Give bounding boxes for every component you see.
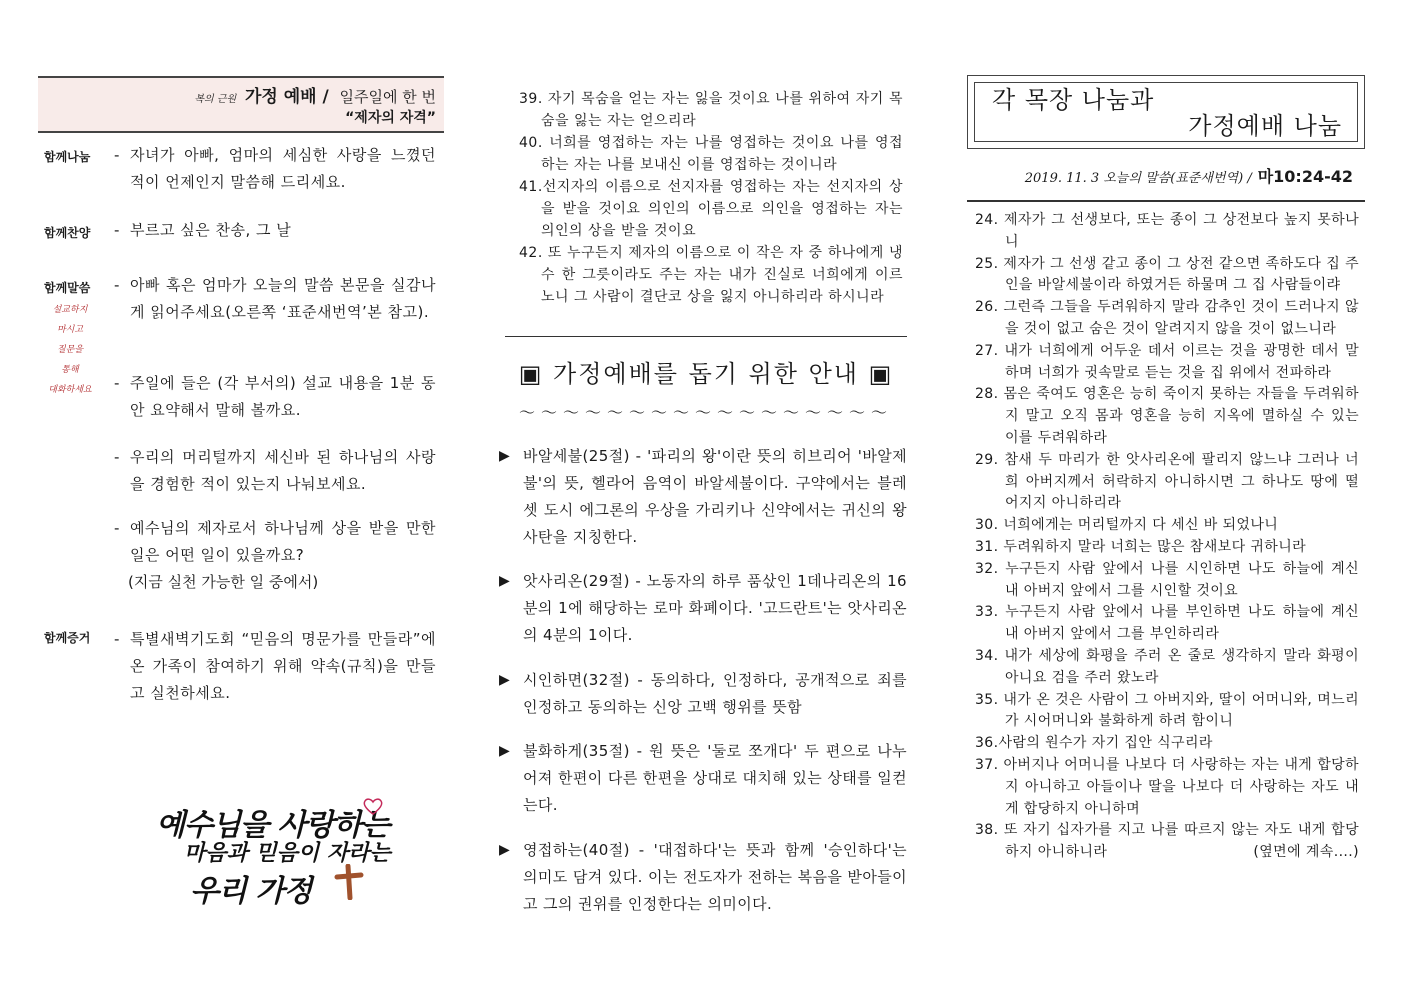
continued-note: (옆면에 계속....) (1253, 844, 1359, 861)
verse-list-continued (505, 88, 903, 308)
item-text: 아빠 혹은 엄마가 오늘의 말씀 본문을 실감나게 읽어주세요(오른쪽 ‘표준새번역’본 참고). (130, 276, 436, 321)
guide-title: ▣ 가정예배를 돕기 위한 안내 ▣ (518, 360, 894, 388)
dash-marker: - (114, 146, 120, 164)
verse-item (975, 820, 1359, 864)
guide-item-text: 시인하면(32절) - 동의하다, 인정하다, 공개적으로 죄를 인정하고 동의하는 신앙 고백 행위를 뜻함 (523, 671, 907, 716)
verse-item: 32. 누구든지 사람 앞에서 나를 시인하면 나도 하늘에 계신 내 아버지 앞에서 그를 시인할 것이요 (975, 560, 1359, 599)
calligraphy-logo (150, 800, 400, 910)
date-reference (1025, 164, 1353, 187)
divider (505, 336, 907, 337)
list-item (114, 515, 436, 569)
verse-list (975, 210, 1359, 864)
triangle-bullet-icon: ▶ (499, 743, 511, 759)
sublabel-line: 설교하지 (52, 305, 88, 315)
verse-item: 33. 누구든지 사람 앞에서 나를 부인하면 나도 하늘에 계신 내 아버지 앞에서 그를 부인하리라 (975, 604, 1359, 643)
family-worship-header (38, 76, 444, 133)
list-item (114, 142, 436, 196)
verse-item: 42. 또 누구든지 제자의 이름으로 이 작은 자 중 하나에게 냉수 한 그릇이라도 주는 자는 내가 진실로 너희에게 이르노니 그 사람이 결단코 상을 잃지 아니하리라 하시니라 (519, 245, 903, 305)
divider (967, 200, 1365, 202)
dash-marker: - (114, 448, 120, 466)
note-text: (지금 실천 가능한 일 중에서) (128, 573, 319, 591)
guide-item-text: 영접하는(40절) - '대접하다'는 뜻과 함께 '승인하다'는 의미도 담겨 있다. 이는 전도자가 전하는 복음을 받아들이고 그의 권위를 인정한다는 의미이다. (523, 841, 907, 913)
title-line-1: 각 목장 나눔과 (992, 86, 1155, 114)
guide-item-text: 앗사리온(29절) - 노동자의 하루 품삯인 1데나리온의 16분의 1에 해당하는 로마 화폐이다. '고드란트'는 앗사리온의 4분의 1이다. (523, 572, 907, 644)
header-big: 가정 예배 / (245, 87, 329, 107)
verse-item: 40. 너희를 영접하는 자는 나를 영접하는 것이요 나를 영접하는 자는 나를 보내신 이를 영접하는 것이니라 (519, 135, 903, 173)
item-text: 자녀가 아빠, 엄마의 세심한 사랑을 느꼈던 적이 언제인지 말씀해 드리세요. (130, 146, 436, 191)
verse-item: 41.선지자의 이름으로 선지자를 영접하는 자는 선지자의 상을 받을 것이요 의인의 이름으로 의인을 영접하는 자는 의인의 상을 받을 것이요 (519, 179, 903, 239)
section-label-sharing: 함께나눔 (44, 150, 91, 164)
section-label-word: 함께말씀 (44, 281, 91, 295)
dash-marker: - (114, 221, 120, 239)
list-item (114, 272, 436, 326)
cross-icon (334, 864, 364, 900)
item-text: 우리의 머리털까지 세신바 된 하나님의 사랑을 경험한 적이 있는지 나눠보세요. (130, 448, 436, 493)
guide-item-text: 불화하게(35절) - 원 뜻은 '둘로 쪼개다' 두 편으로 나누어져 한편이 다른 한편을 상대로 대치해 있는 상태를 일컫는다. (523, 742, 907, 814)
section-label-witness: 함께증거 (44, 631, 91, 645)
list-item (114, 370, 436, 424)
verse-item: 29. 참새 두 마리가 한 앗사리온에 팔리지 않느냐 그러나 너희 아버지께서 허락하지 아니하시면 그 하나도 땅에 떨어지지 아니하리라 (975, 451, 1359, 512)
section-sublabel (42, 300, 98, 400)
triangle-bullet-icon: ▶ (499, 842, 511, 858)
verse-item: 25. 제자가 그 선생 같고 종이 그 상전 같으면 족하도다 집 주인을 바알세불이라 하였거든 하물며 그 집 사람들이랴 (975, 255, 1359, 294)
header-small: 복의 근원 (194, 94, 237, 105)
sublabel-line: 마시고 (56, 325, 84, 335)
verse-item: 28. 몸은 죽여도 영혼은 능히 죽이지 못하는 자들을 두려워하지 말고 오직 몸과 영혼을 능히 지옥에 멸하실 수 있는 이를 두려워하라 (975, 386, 1359, 446)
wave-divider: ～～～～～～～～～～～～～～～～～ (518, 403, 893, 422)
sublabel-line: 통해 (61, 365, 79, 375)
guide-item (499, 443, 907, 551)
item-text: 부르고 싶은 찬송, 그 날 (130, 221, 292, 239)
date-text: 2019. 11. 3 오늘의 말씀(표준새번역) / (1024, 171, 1252, 186)
verse-item: 26. 그런즉 그들을 두려워하지 말라 감추인 것이 드러나지 않을 것이 없고 숨은 것이 알려지지 않을 것이 없느니라 (975, 299, 1359, 337)
item-text: 예수님의 제자로서 하나님께 상을 받을 만한 일은 어떤 일이 있을까요? (130, 519, 436, 564)
verse-item: 30. 너희에게는 머리털까지 다 세신 바 되었나니 (975, 517, 1279, 534)
heart-icon (362, 796, 384, 816)
list-item (114, 626, 436, 707)
verse-item: 31. 두려워하지 말라 너희는 많은 참새보다 귀하니라 (975, 538, 1307, 555)
section-label-praise: 함께찬양 (44, 226, 91, 240)
title-line-2: 가정예배 나눔 (1188, 112, 1342, 140)
calligraphy-line: 마음과 믿음이 자라는 (184, 840, 391, 866)
verse-item: 27. 내가 너희에게 어두운 데서 이르는 것을 광명한 데서 말하며 너희가 귓속말로 듣는 것을 집 위에서 전파하라 (975, 342, 1359, 381)
guide-item (499, 738, 907, 819)
item-text: 주일에 들은 (각 부서의) 설교 내용을 1분 동안 요약해서 말해 볼까요. (130, 374, 436, 419)
verse-item: 35. 내가 온 것은 사람이 그 아버지와, 딸이 어머니와, 며느리가 시어머니와 불화하게 하려 함이니 (975, 691, 1359, 730)
guide-item (499, 667, 907, 721)
dash-marker: - (114, 630, 120, 648)
dash-marker: - (114, 374, 120, 392)
verse-text: 38. 또 자기 십자가를 지고 나를 따르지 않는 자도 내게 합당하지 아니하니라 (975, 822, 1359, 861)
guide-item (499, 568, 907, 649)
verse-item: 36.사람의 원수가 자기 집안 식구리라 (975, 735, 1213, 752)
dash-marker: - (114, 519, 120, 537)
header-subtitle: “제자의 자격” (345, 110, 436, 126)
header-title (194, 82, 436, 107)
calligraphy-line: 예수님을 사랑하는 (156, 808, 390, 843)
verse-item: 24. 제자가 그 선생보다, 또는 종이 그 상전보다 높지 못하나니 (975, 212, 1359, 250)
guide-item (499, 837, 907, 918)
sublabel-line: 질문을 (56, 345, 84, 355)
scripture-reference: 마10:24-42 (1257, 167, 1353, 186)
dash-marker: - (114, 276, 120, 294)
triangle-bullet-icon: ▶ (499, 448, 511, 464)
header-frequency: 일주일에 한 번 (339, 88, 436, 106)
sublabel-line: 대화하세요 (48, 385, 92, 395)
triangle-bullet-icon: ▶ (499, 573, 511, 589)
triangle-bullet-icon: ▶ (499, 672, 511, 688)
verse-item: 34. 내가 세상에 화평을 주러 온 줄로 생각하지 말라 화평이 아니요 검을 주러 왔노라 (975, 647, 1359, 686)
verse-item: 39. 자기 목숨을 얻는 자는 잃을 것이요 나를 위하여 자기 목숨을 잃는 자는 얻으리라 (519, 91, 903, 129)
title-box (967, 75, 1365, 149)
list-item (114, 217, 436, 244)
guide-item-text: 바알세불(25절) - '파리의 왕'이란 뜻의 히브리어 '바알제불'의 뜻, 헬라어 음역이 바알세불이다. 구약에서는 블레셋 도시 에그론의 우상을 가리키나 신약에서는 귀신의 왕 사탄을 지칭한다. (523, 447, 907, 546)
list-item (114, 444, 436, 498)
item-text: 특별새벽기도회 “믿음의 명문가를 만들라”에 온 가족이 참여하기 위해 약속(규칙)을 만들고 실천하세요. (130, 630, 436, 702)
calligraphy-line: 우리 가정 (190, 874, 312, 909)
verse-item: 37. 아버지나 어머니를 나보다 더 사랑하는 자는 내게 합당하지 아니하고 아들이나 딸을 나보다 더 사랑하는 자도 내게 합당하지 아니하며 (975, 756, 1359, 817)
